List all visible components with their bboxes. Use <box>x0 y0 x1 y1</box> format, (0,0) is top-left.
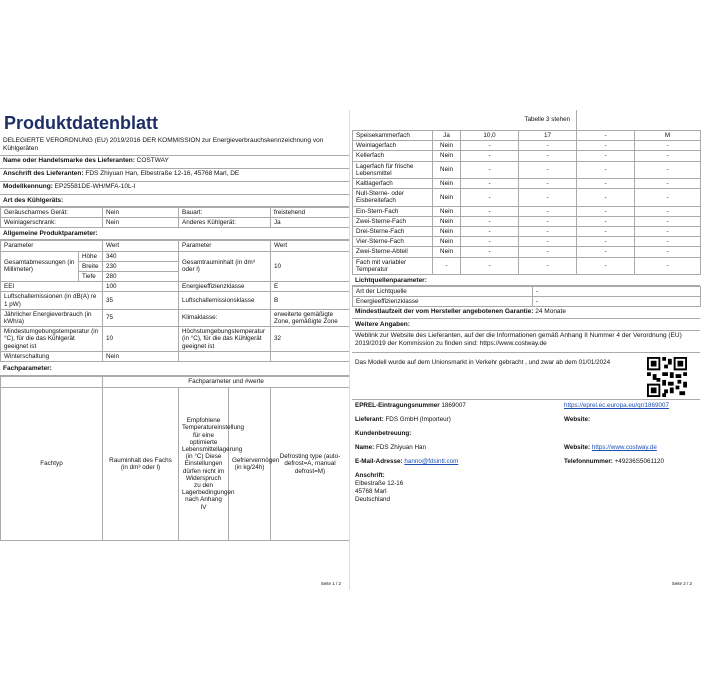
dim-value: 230 <box>103 261 179 271</box>
compartment-cell: Fach mit variabler Temperatur <box>353 257 433 274</box>
compartment-cell: Ja <box>433 131 461 141</box>
website-label: Website: <box>564 416 591 424</box>
compartment-cell: - <box>577 216 635 226</box>
light-table <box>352 286 701 307</box>
datasheet-page-1 <box>0 110 349 590</box>
general-params-table <box>0 240 350 362</box>
kunden-label: Kundenbetreuung: <box>355 430 412 438</box>
fach-header: Fachparameter: <box>0 362 349 376</box>
compartment-cell: - <box>461 216 519 226</box>
compartment-cell: - <box>635 257 701 274</box>
eprel-label: EPREL-Eintragungsnummer <box>355 402 440 410</box>
qr-code-icon <box>647 357 687 397</box>
compartment-cell: - <box>461 257 519 274</box>
anschrift-line: Elbestraße 12-16 <box>355 480 404 488</box>
compartment-row <box>353 227 701 237</box>
compartment-cell: - <box>635 179 701 189</box>
param-value: B <box>271 292 350 309</box>
compartment-table <box>352 110 701 275</box>
compartment-cell: - <box>577 141 635 151</box>
tel-label: Telefonnummer: <box>564 458 613 466</box>
compartment-cell: - <box>461 189 519 206</box>
compartment-cell: - <box>577 151 635 161</box>
email-link[interactable]: hanno@fdsintl.com <box>404 458 459 466</box>
compartment-cell: - <box>577 206 635 216</box>
param-value: 35 <box>103 292 179 309</box>
fach-col: Gefriervermögen (in kg/24h) <box>229 388 271 541</box>
compartment-cell: - <box>635 237 701 247</box>
compartment-cell: Nein <box>433 227 461 237</box>
compartment-cell: - <box>577 257 635 274</box>
website2-label: Website: <box>564 444 591 452</box>
warranty-value: 24 Monate <box>535 308 566 316</box>
dim-key: Tiefe <box>79 272 103 282</box>
anschrift-line: 45768 Marl <box>355 488 387 496</box>
page-title: Produktdatenblatt <box>4 113 159 133</box>
compartment-cell: Nein <box>433 206 461 216</box>
compartment-cell: Nein <box>433 237 461 247</box>
compartment-cell: - <box>519 189 577 206</box>
compartment-cell: M <box>635 131 701 141</box>
compartment-cell: Weinlagerfach <box>353 141 433 151</box>
col-header: Parameter <box>1 241 103 251</box>
volume-value: 10 <box>271 251 350 282</box>
table-cell: Ja <box>271 218 350 228</box>
address-value: FDS Zhiyuan Han, Elbestraße 12-16, 45768 Marl, DE <box>85 170 240 177</box>
compartment-cell: Nein <box>433 216 461 226</box>
compartment-cell: Ein-Stern-Fach <box>353 206 433 216</box>
fach-col: Empfohlene Temperatureinstellung für eine optimierte Lebensmittellagerung (in °C) Diese Einstellungen dürfen nicht im Widerspruch zu den Lagerbedingungen nach Anhang IV <box>179 388 229 541</box>
param-label: Luftschallemissionen (in dB(A) re 1 pW) <box>1 292 103 309</box>
compartment-cell: - <box>635 247 701 257</box>
compartment-cell: - <box>577 227 635 237</box>
table-cell: Weinlagerschrank: <box>1 218 103 228</box>
param-label: Klimaklasse: <box>179 309 271 326</box>
compartment-cell: - <box>519 227 577 237</box>
anschrift-line: Deutschland <box>355 496 391 504</box>
table-cell: Geräuscharmes Gerät: <box>1 208 103 218</box>
header-note: Tabelle 3 stehen <box>519 110 577 131</box>
param-value: 10 <box>103 327 179 352</box>
fach-table <box>0 376 350 541</box>
compartment-cell: Null-Sterne- oder Eisbereitefach <box>353 189 433 206</box>
compartment-cell: - <box>577 179 635 189</box>
compartment-row <box>353 257 701 274</box>
compartment-cell: - <box>635 161 701 178</box>
compartment-cell: - <box>519 206 577 216</box>
anschrift-label: Anschrift: <box>355 472 385 480</box>
compartment-cell: - <box>635 216 701 226</box>
page-number: Seite 1 / 2 <box>320 581 341 586</box>
compartment-row <box>353 141 701 151</box>
eprel-link[interactable]: https://eprel.ec.europa.eu/qr/1869007 <box>564 402 670 410</box>
compartment-cell: Nein <box>433 151 461 161</box>
compartment-cell: Lagerfach für frische Lebensmittel <box>353 161 433 178</box>
compartment-cell: Nein <box>433 161 461 178</box>
website-link[interactable]: https://www.costway.de <box>591 444 657 452</box>
compartment-cell: - <box>635 227 701 237</box>
page-divider <box>349 110 350 590</box>
col-header: Wert <box>103 241 179 251</box>
datasheet-page-2 <box>352 110 700 590</box>
address-label: Anschrift des Lieferanten: <box>3 170 84 177</box>
regulation-text: DELEGIERTE VERORDNUNG (EU) 2019/2016 DER KOMMISSION zur Energieverbrauchskennzeichnung von Kühlgeräten <box>3 137 324 152</box>
page-number: Seite 2 / 2 <box>671 581 692 586</box>
compartment-cell: - <box>519 141 577 151</box>
table-cell: Nein <box>103 208 179 218</box>
compartment-cell: - <box>461 237 519 247</box>
compartment-cell: - <box>519 216 577 226</box>
lieferant-label: Lieferant: <box>355 416 384 424</box>
compartment-row <box>353 247 701 257</box>
compartment-cell: Nein <box>433 189 461 206</box>
compartment-cell: Vier-Sterne-Fach <box>353 237 433 247</box>
compartment-cell: - <box>461 179 519 189</box>
compartment-cell: 17 <box>519 131 577 141</box>
supplier-label: Name oder Handelsmarke des Lieferanten: <box>3 157 135 164</box>
compartment-cell: - <box>461 161 519 178</box>
compartment-cell: Kaltlagerfach <box>353 179 433 189</box>
compartment-cell: - <box>519 247 577 257</box>
type-header: Art des Kühlgeräts: <box>0 195 349 207</box>
further-header: Weitere Angaben: <box>352 319 700 331</box>
param-value: Nein <box>103 351 179 361</box>
compartment-row <box>353 151 701 161</box>
table-row <box>1 218 350 228</box>
param-label: Luftschallemissionsklasse <box>179 292 271 309</box>
warranty-label: Mindestlaufzeit der vom Hersteller angebotenen Garantie: <box>355 308 534 316</box>
compartment-cell: Zwei-Sterne-Abteil <box>353 247 433 257</box>
compartment-cell: - <box>519 151 577 161</box>
fach-col: Fachtyp <box>1 388 103 541</box>
compartment-cell: Nein <box>433 179 461 189</box>
table-cell: Nein <box>103 218 179 228</box>
volume-label: Gesamtrauminhalt (in dm³ oder l) <box>179 251 271 282</box>
market-text: Das Modell wurde auf dem Unionsmarkt in Verkehr gebracht , und zwar ab dem 01/01/2024 <box>355 359 611 367</box>
compartment-cell: - <box>461 141 519 151</box>
compartment-cell: Drei-Sterne-Fach <box>353 227 433 237</box>
compartment-cell: - <box>577 161 635 178</box>
param-label: Mindestumgebungstemperatur (in °C), für die das Kühlgerät geeignet ist <box>1 327 103 352</box>
compartment-cell: Zwei-Sterne-Fach <box>353 216 433 226</box>
compartment-row <box>353 131 701 141</box>
dim-value: 280 <box>103 272 179 282</box>
compartment-row <box>353 179 701 189</box>
fach-sub: Fachparameter und #werte <box>103 377 350 388</box>
light-label: Art der Lichtquelle <box>353 287 533 297</box>
general-header: Allgemeine Produktparameter: <box>0 228 349 240</box>
compartment-cell: - <box>577 237 635 247</box>
compartment-cell: - <box>461 151 519 161</box>
compartment-row <box>353 161 701 178</box>
fach-col: Defrosting type (auto-defrost=A, manual defrost=M) <box>271 388 350 541</box>
col-header: Parameter <box>179 241 271 251</box>
param-value: 75 <box>103 309 179 326</box>
light-header: Lichtquellenparameter: <box>352 275 700 286</box>
compartment-cell: Speisekammerfach <box>353 131 433 141</box>
name-label: Name: <box>355 444 375 452</box>
model-label: Modellkennung: <box>3 183 53 190</box>
light-value: - <box>533 297 701 307</box>
param-value: erweiterte gemäßigte Zone, gemäßigte Zone <box>271 309 350 326</box>
col-header: Wert <box>271 241 350 251</box>
eprel-value: 1869007 <box>441 402 466 410</box>
table-cell: Anderes Kühlgerät: <box>179 218 271 228</box>
compartment-cell: Nein <box>433 141 461 151</box>
compartment-cell: - <box>635 151 701 161</box>
compartment-cell: - <box>461 247 519 257</box>
dim-value: 340 <box>103 251 179 261</box>
compartment-cell: - <box>519 257 577 274</box>
email-label: E-Mail-Adresse: <box>355 458 403 466</box>
type-table <box>0 207 350 228</box>
weblink-url: https://www.costway.de <box>479 339 547 347</box>
compartment-cell: Kellerfach <box>353 151 433 161</box>
compartment-cell: - <box>519 161 577 178</box>
light-label: Energieeffizienzklasse <box>353 297 533 307</box>
param-value: 32 <box>271 327 350 352</box>
weblink-text: Weblink zur Website des Lieferanten, auf der die Informationen gemäß Anhang II Nummer 4 der Verordnung (EU) 2019/2019 der Kommission zu finden sind: <box>355 332 682 347</box>
param-value: E <box>271 282 350 292</box>
compartment-cell: - <box>635 141 701 151</box>
table-row <box>1 208 350 218</box>
table-cell: Bauart: <box>179 208 271 218</box>
table-cell: freistehend <box>271 208 350 218</box>
compartment-cell: - <box>635 189 701 206</box>
compartment-row <box>353 237 701 247</box>
lieferant-value: FDS GmbH (Importeur) <box>385 416 451 424</box>
compartment-cell: - <box>577 131 635 141</box>
param-value: 100 <box>103 282 179 292</box>
light-value: - <box>533 287 701 297</box>
compartment-cell: - <box>461 227 519 237</box>
compartment-cell: 10,0 <box>461 131 519 141</box>
compartment-cell: - <box>519 179 577 189</box>
tel-value: +49236S5061120 <box>614 458 665 466</box>
compartment-cell: Nein <box>433 247 461 257</box>
compartment-row <box>353 216 701 226</box>
compartment-row <box>353 206 701 216</box>
compartment-cell: - <box>577 247 635 257</box>
param-label: Jährlicher Energieverbrauch (in kWh/a) <box>1 309 103 326</box>
fach-col: Rauminhalt des Fachs (in dm³ oder l) <box>103 388 179 541</box>
param-label: Höchstumgebungstemperatur (in °C), für die das Kühlgerät geeignet ist <box>179 327 271 352</box>
supplier-value: COSTWAY <box>136 157 169 164</box>
model-value: EP25581DE-WH/MFA-10L-I <box>54 183 136 190</box>
compartment-cell: - <box>461 206 519 216</box>
name-value: FDS Zhiyuan Han <box>376 444 427 452</box>
dim-key: Höhe <box>79 251 103 261</box>
compartment-row <box>353 189 701 206</box>
dim-key: Breite <box>79 261 103 271</box>
compartment-cell: - <box>577 189 635 206</box>
compartment-cell: - <box>433 257 461 274</box>
dims-label: Gesamtabmessungen (in Millimeter) <box>1 251 79 282</box>
param-label: Energieeffizienzklasse <box>179 282 271 292</box>
param-label: EEI <box>1 282 103 292</box>
param-label: Winterschaltung <box>1 351 103 361</box>
compartment-cell: - <box>519 237 577 247</box>
compartment-cell: - <box>635 206 701 216</box>
